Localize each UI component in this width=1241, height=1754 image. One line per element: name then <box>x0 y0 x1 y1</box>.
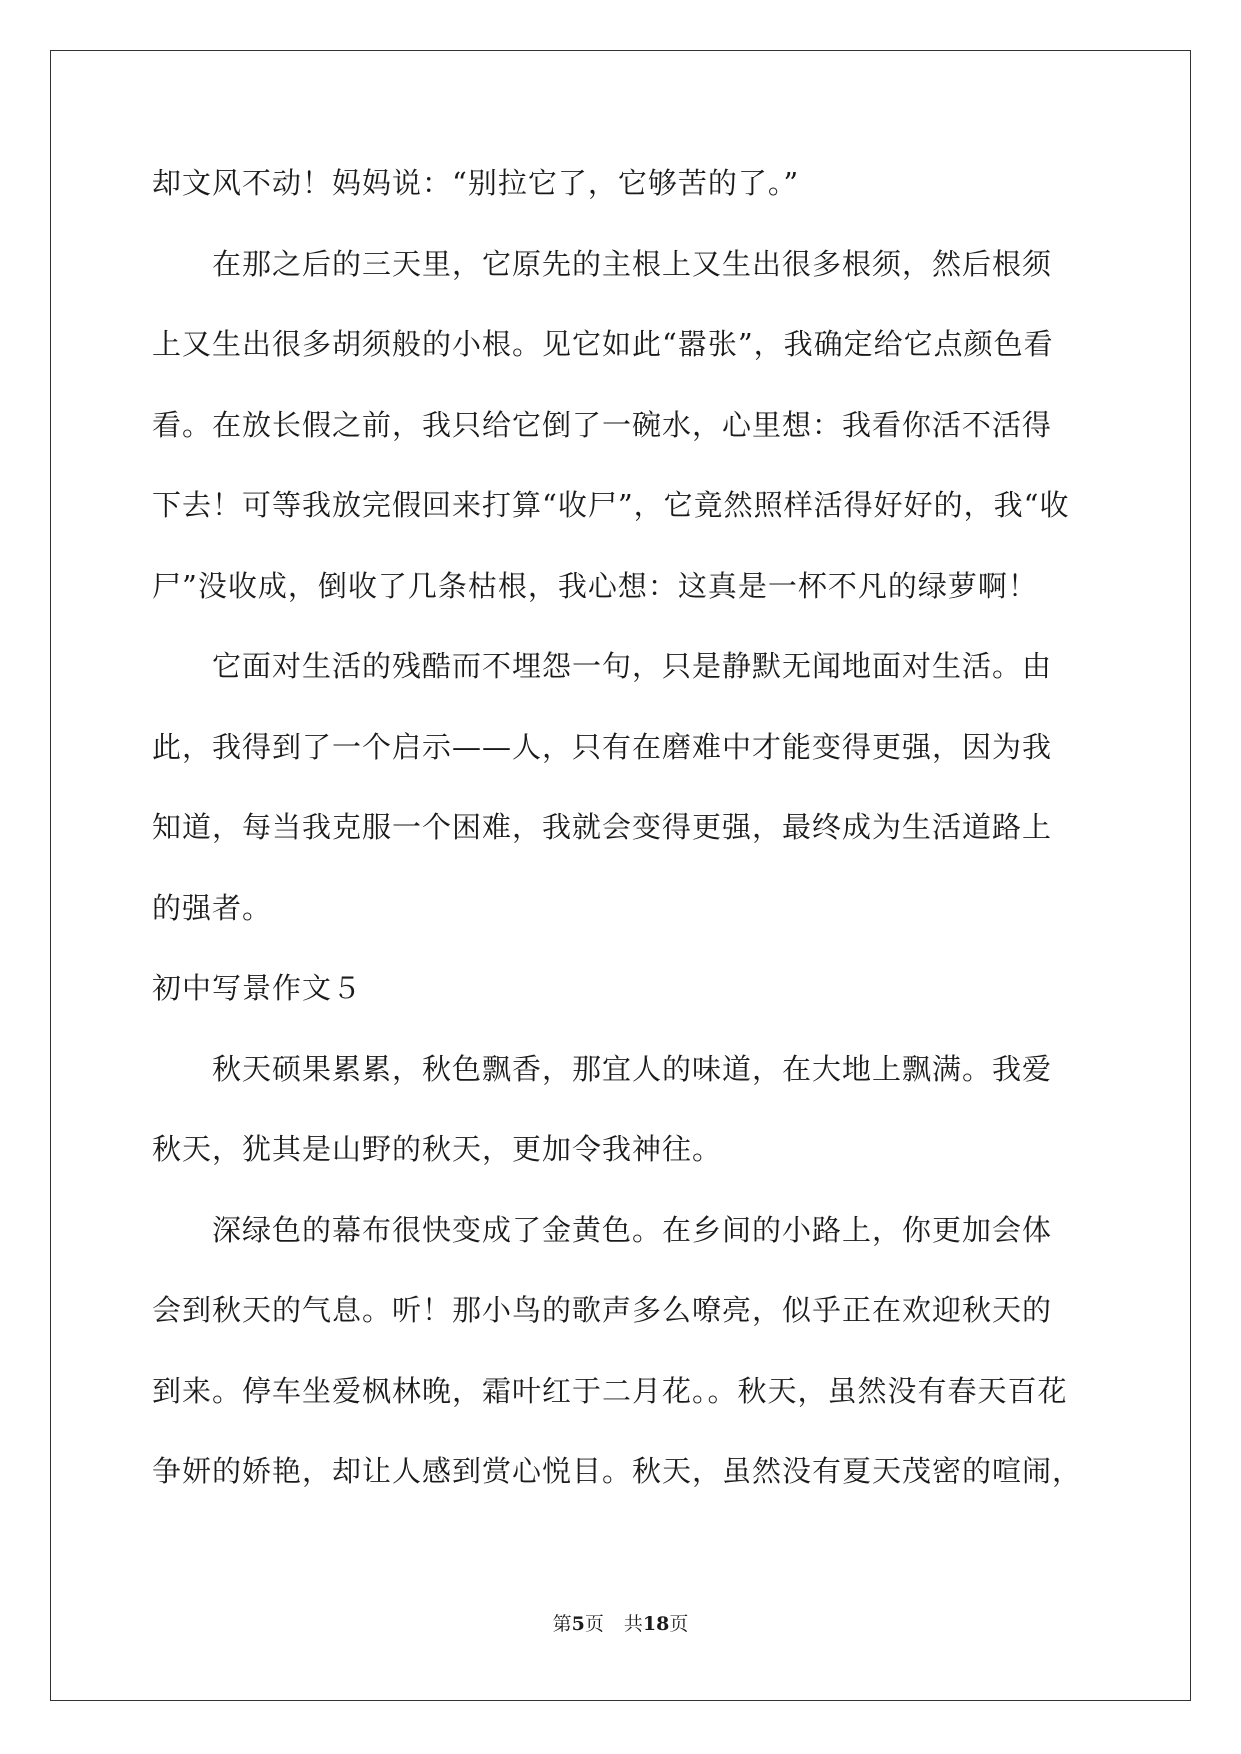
total-suffix: 页 <box>669 1613 689 1635</box>
text-line: 在那之后的三天里，它原先的主根上又生出很多根须，然后根须 <box>152 247 1053 281</box>
text-line: 秋天硕果累累，秋色飘香，那宜人的味道，在大地上飘满。我爱 <box>152 1052 1053 1086</box>
total-prefix: 共 <box>623 1613 643 1635</box>
page-footer <box>0 1612 1241 1636</box>
text-line: 的强者。 <box>152 891 273 925</box>
text-line: 知道，每当我克服一个困难，我就会变得更强，最终成为生活道路上 <box>152 810 1053 844</box>
text-line: 尸”没收成，倒收了几条枯根，我心想：这真是一杯不凡的绿萝啊！ <box>152 569 1038 603</box>
text-line: 它面对生活的残酷而不埋怨一句，只是静默无闻地面对生活。由 <box>152 649 1053 683</box>
text-line: 上又生出很多胡须般的小根。见它如此“嚣张”，我确定给它点颜色看 <box>152 327 1054 361</box>
text-line: 会到秋天的气息。听！那小鸟的歌声多么嘹亮，似乎正在欢迎秋天的 <box>152 1293 1053 1327</box>
text-line: 到来。停车坐爱枫林晚，霜叶红于二月花。。秋天，虽然没有春天百花 <box>152 1374 1068 1408</box>
text-line: 看。在放长假之前，我只给它倒了一碗水，心里想：我看你活不活得 <box>152 408 1053 442</box>
page-number: 5 <box>571 1613 585 1635</box>
text-line: 此，我得到了一个启示——人，只有在磨难中才能变得更强，因为我 <box>152 730 1053 764</box>
page-suffix: 页 <box>584 1613 604 1635</box>
text-line: 深绿色的幕布很快变成了金黄色。在乡间的小路上，你更加会体 <box>152 1213 1053 1247</box>
section-heading: 初中写景作文５ <box>152 971 363 1005</box>
text-line: 下去！可等我放完假回来打算“收尸”，它竟然照样活得好好的，我“收 <box>152 488 1070 522</box>
text-line: 争妍的娇艳，却让人感到赏心悦目。秋天，虽然没有夏天茂密的喧闹， <box>152 1454 1083 1488</box>
text-line: 秋天，犹其是山野的秋天，更加令我神往。 <box>152 1132 723 1166</box>
total-pages: 18 <box>642 1613 670 1635</box>
text-line: 却文风不动！妈妈说：“别拉它了，它够苦的了。” <box>152 166 800 200</box>
page-prefix: 第 <box>552 1613 572 1635</box>
